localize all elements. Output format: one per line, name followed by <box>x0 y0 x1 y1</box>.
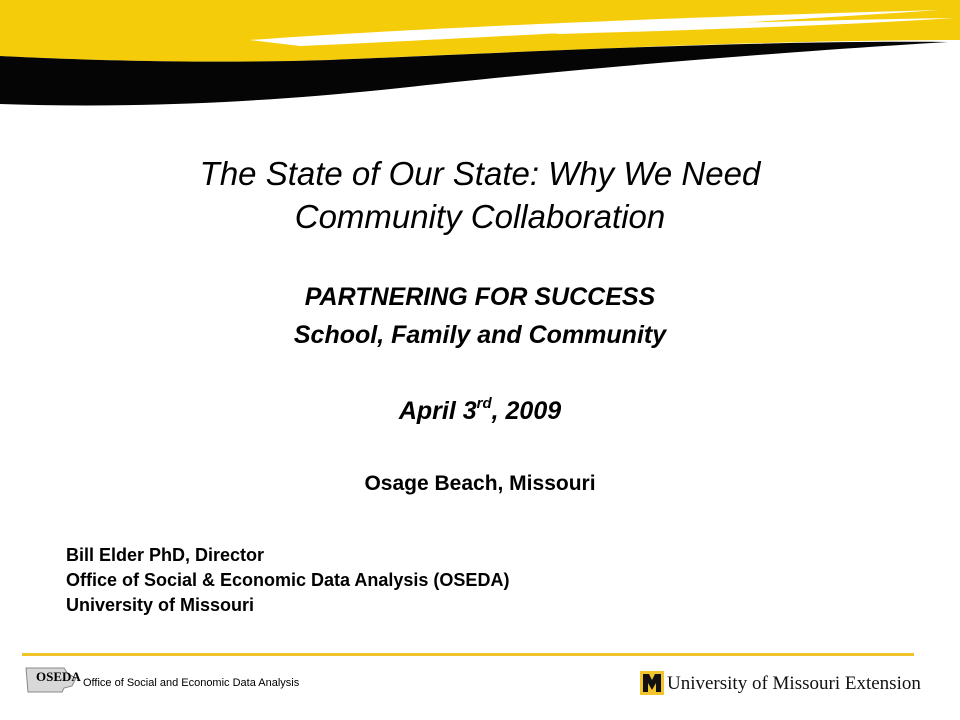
header-swoosh-graphic <box>0 0 960 115</box>
oseda-logo-text: OSEDA <box>36 669 81 684</box>
slide-title <box>0 152 960 238</box>
presenter-name: Bill Elder PhD, Director <box>66 545 265 565</box>
mu-extension-label: University of Missouri Extension <box>667 673 921 694</box>
date-ordinal: rd <box>476 395 492 412</box>
subtitle-line-1: PARTNERING FOR SUCCESS <box>304 283 656 311</box>
footer-divider <box>22 653 914 656</box>
oseda-office-label: Office of Social and Economic Data Analysis <box>83 677 300 689</box>
event-date <box>0 395 960 426</box>
presenter-office: Office of Social & Economic Data Analysis (OSEDA) <box>66 570 510 590</box>
title-line-2: Community Collaboration <box>294 198 666 235</box>
date-year: , 2009 <box>491 397 562 425</box>
presenter-university: University of Missouri <box>66 595 255 615</box>
subtitle-line-2: School, Family and Community <box>293 321 667 349</box>
event-location: Osage Beach, Missouri <box>364 472 596 495</box>
mu-logo-icon <box>640 671 664 695</box>
presenter-block <box>66 543 509 618</box>
title-line-1: The State of Our State: Why We Need <box>199 155 761 192</box>
date-main: April 3 <box>398 397 477 425</box>
